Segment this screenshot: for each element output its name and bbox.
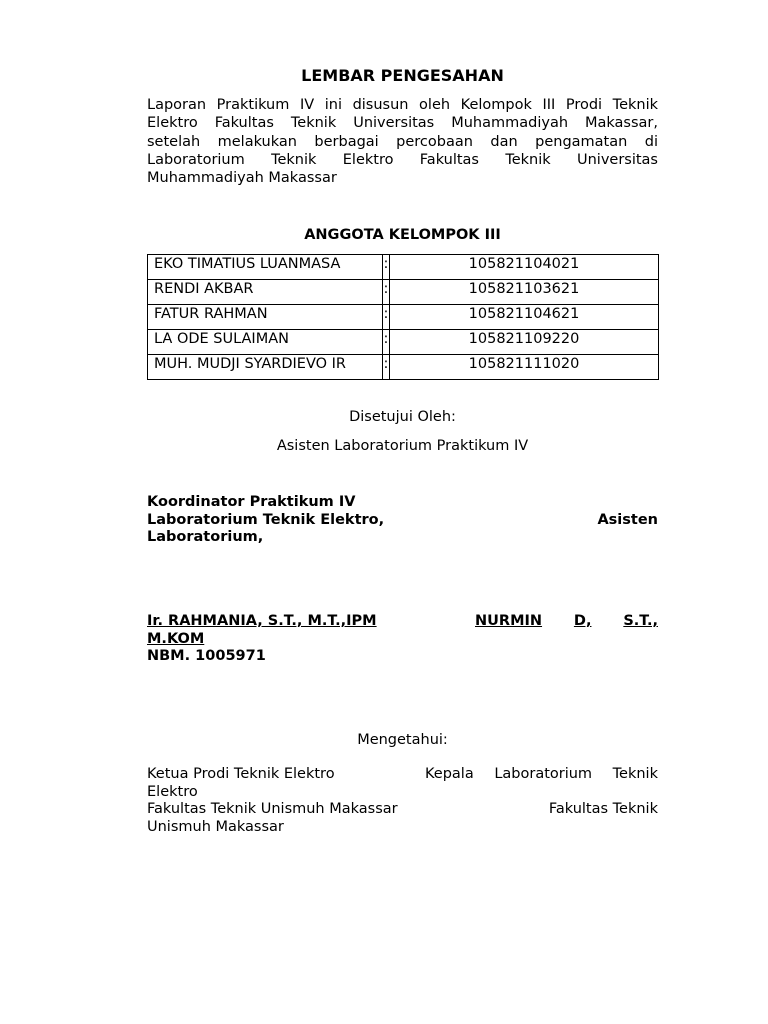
faculty-right-cont: Unismuh Makassar <box>147 818 284 835</box>
table-row <box>148 330 659 355</box>
intro-line: setelah melakukan berbagai percobaan dan pengamatan di <box>147 133 658 150</box>
coordinator-signature-name: Ir. RAHMANIA, S.T., M.T.,IPM <box>147 613 377 629</box>
member-separator: : <box>383 355 390 380</box>
heads-faculty-line <box>147 801 658 819</box>
assistant-label: Asisten <box>597 511 658 528</box>
member-nim: 105821103621 <box>390 280 659 305</box>
member-nim: 105821111020 <box>390 355 659 380</box>
head-of-lab <box>425 766 658 784</box>
member-separator: : <box>383 255 390 280</box>
member-separator: : <box>383 305 390 330</box>
member-nim: 105821109220 <box>390 330 659 355</box>
intro-line: Muhammadiyah Makassar <box>147 170 337 187</box>
members-heading: ANGGOTA KELOMPOK III <box>304 227 501 243</box>
intro-paragraph <box>147 96 658 187</box>
member-separator: : <box>383 330 390 355</box>
coordinator-line <box>147 512 658 530</box>
member-nim: 105821104621 <box>390 305 659 330</box>
name-part: D, <box>573 613 592 629</box>
member-name: FATUR RAHMAN <box>148 305 383 330</box>
table-row <box>148 255 659 280</box>
intro-line: Laboratorium Teknik Elektro Fakultas Teknik Universitas <box>147 151 658 168</box>
signature-block <box>147 613 658 666</box>
title-part: Kepala <box>425 766 474 782</box>
member-name: LA ODE SULAIMAN <box>148 330 383 355</box>
member-name: EKO TIMATIUS LUANMASA <box>148 255 383 280</box>
signature-names <box>147 613 658 631</box>
head-of-program: Ketua Prodi Teknik Elektro <box>147 766 335 782</box>
table-row <box>148 355 659 380</box>
name-part: S.T., <box>623 613 658 629</box>
title-part: Teknik <box>612 766 658 782</box>
members-table <box>147 254 659 380</box>
heads-line <box>147 766 658 784</box>
title-part: Laboratorium <box>494 766 593 782</box>
member-nim: 105821104021 <box>390 255 659 280</box>
assistant-signature-name-cont: M.KOM <box>147 630 205 647</box>
table-row <box>148 305 659 330</box>
acknowledged-label: Mengetahui: <box>357 732 448 748</box>
table-row <box>148 280 659 305</box>
member-name: MUH. MUDJI SYARDIEVO IR <box>148 355 383 380</box>
approved-by-label: Disetujui Oleh: <box>349 409 456 425</box>
name-part: NURMIN <box>475 613 543 629</box>
coordinator-title: Koordinator Praktikum IV <box>147 494 356 510</box>
member-separator: : <box>383 280 390 305</box>
member-name: RENDI AKBAR <box>148 280 383 305</box>
coordinator-block <box>147 494 658 547</box>
assistant-signature-name <box>475 613 658 631</box>
coordinator-lab-cont: Laboratorium, <box>147 529 264 545</box>
approved-role: Asisten Laboratorium Praktikum IV <box>276 438 529 454</box>
coordinator-nbm: NBM. 1005971 <box>147 648 266 664</box>
faculty-left: Fakultas Teknik Unismuh Makassar <box>147 801 398 817</box>
head-of-program-cont: Elektro <box>147 783 198 800</box>
coordinator-lab: Laboratorium Teknik Elektro, <box>147 511 385 528</box>
intro-line: Laporan Praktikum IV ini disusun oleh Kelompok III Prodi Teknik <box>147 97 658 113</box>
intro-line: Elektro Fakultas Teknik Universitas Muhammadiyah Makassar, <box>147 115 658 132</box>
page-title: LEMBAR PENGESAHAN <box>301 66 504 85</box>
faculty-right: Fakultas Teknik <box>548 801 658 817</box>
heads-block <box>147 766 658 836</box>
